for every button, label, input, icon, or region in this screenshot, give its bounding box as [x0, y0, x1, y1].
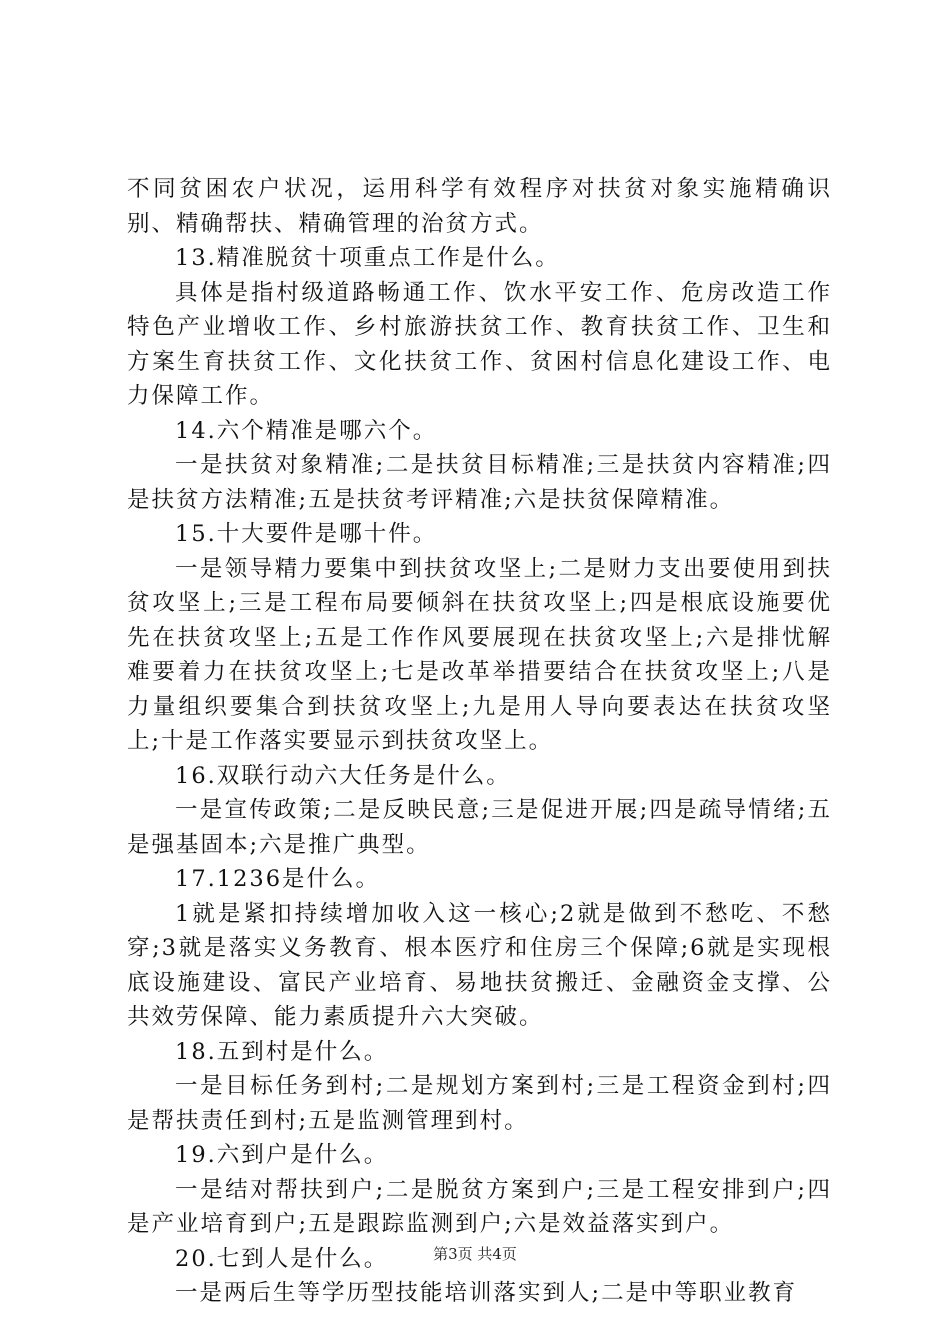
question-20: 20.七到人是什么。 — [175, 1245, 389, 1272]
question-15: 15.十大要件是哪十件。 — [175, 521, 438, 547]
paragraph-continuation: 不同贫困农户状况，运用科学有效程序对扶贫对象实施精确识别、精确帮扶、精确管理的治贫方式。 — [127, 176, 832, 237]
answer-19: 一是结对帮扶到户;二是脱贫方案到户;三是工程安排到户;四是产业培育到户;五是跟踪监测到户;六是效益落实到户。 — [127, 1176, 832, 1237]
question-14: 14.六个精准是哪六个。 — [175, 417, 438, 444]
question-18: 18.五到村是什么。 — [175, 1038, 389, 1065]
answer-17: 1就是紧扣持续增加收入这一核心;2就是做到不愁吃、不愁穿;3就是落实义务教育、根本医疗和住房三个保障;6就是实现根底设施建设、富民产业培育、易地扶贫搬迁、金融资金支撑、公共效劳保障、能力素质提升六大突破。 — [127, 900, 832, 1030]
answer-13: 具体是指村级道路畅通工作、饮水平安工作、危房改造工作特色产业增收工作、乡村旅游扶贫工作、教育扶贫工作、卫生和方案生育扶贫工作、文化扶贫工作、贫困村信息化建设工作、电力保障工作。 — [127, 279, 832, 409]
answer-18: 一是目标任务到村;二是规划方案到村;三是工程资金到村;四是帮扶责任到村;五是监测管理到村。 — [127, 1073, 832, 1134]
question-16: 16.双联行动六大任务是什么。 — [175, 762, 511, 789]
question-19: 19.六到户是什么。 — [175, 1142, 389, 1168]
page-footer: 第3页 共4页 — [433, 1245, 517, 1263]
answer-15: 一是领导精力要集中到扶贫攻坚上;二是财力支出要使用到扶贫攻坚上;三是工程布局要倾斜在扶贫攻坚上;四是根底设施要优先在扶贫攻坚上;五是工作作风要展现在扶贫攻坚上;六是排忧解难要着力在扶贫攻坚上;七是改革举措要结合在扶贫攻坚上;八是力量组织要集合到扶贫攻坚上;九是用人导向要表达在扶贫攻坚上;十是工作落实要显示到扶贫攻坚上。 — [127, 555, 832, 754]
document-body — [127, 172, 832, 1311]
question-17: 17.1236是什么。 — [175, 866, 381, 892]
answer-20: 一是两后生等学历型技能培训落实到人;二是中等职业教育 — [175, 1280, 798, 1306]
answer-16: 一是宣传政策;二是反映民意;三是促进开展;四是疏导情绪;五是强基固本;六是推广典型。 — [127, 797, 832, 858]
answer-14: 一是扶贫对象精准;二是扶贫目标精准;三是扶贫内容精准;四是扶贫方法精准;五是扶贫考评精准;六是扶贫保障精准。 — [127, 452, 832, 513]
question-13: 13.精准脱贫十项重点工作是什么。 — [175, 245, 560, 271]
